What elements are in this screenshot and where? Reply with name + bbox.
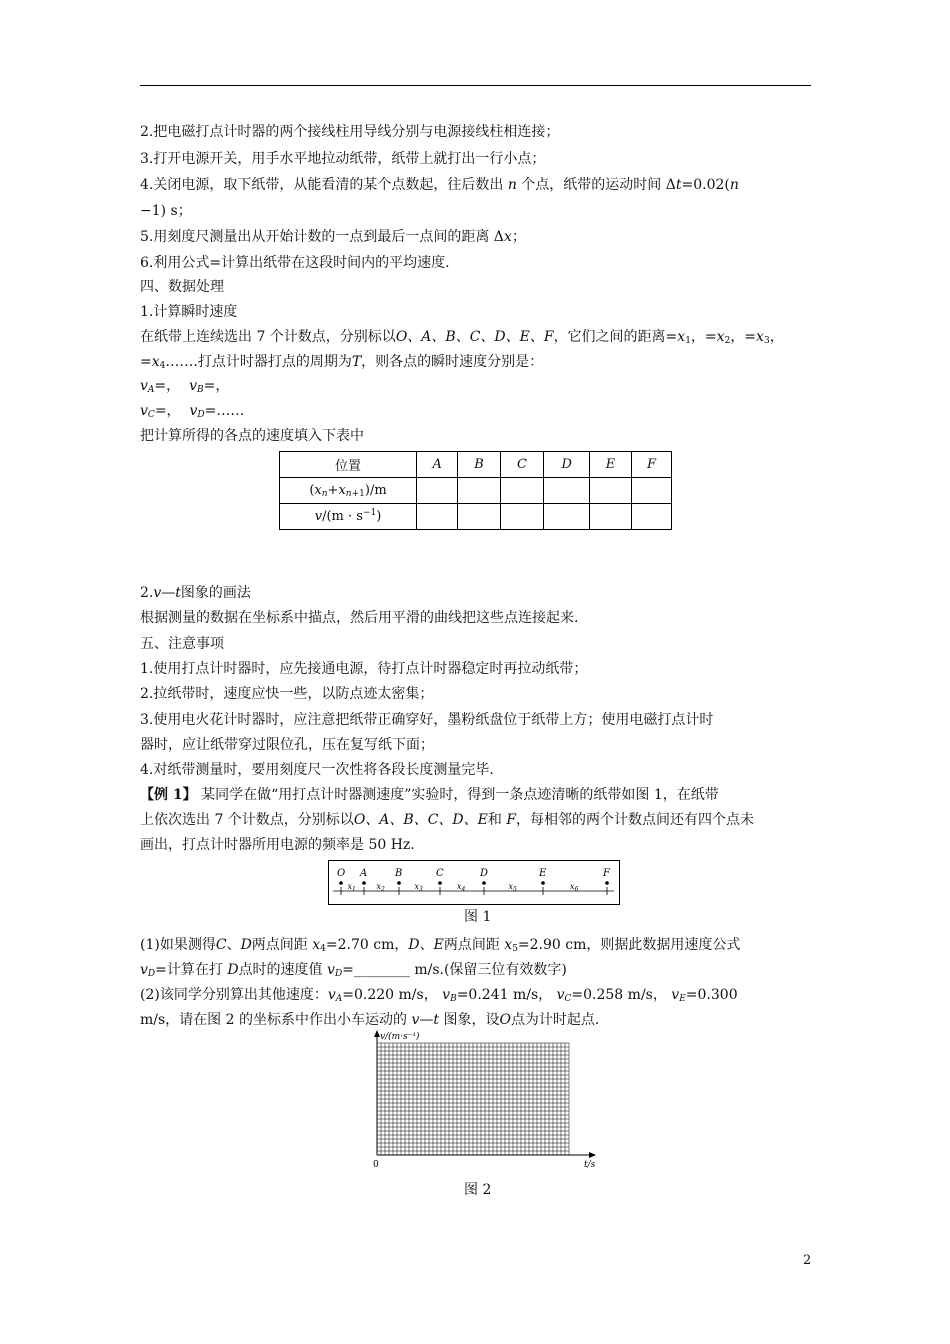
- table-row-distance: $(x_n+x_{n+1})/m$: [280, 478, 417, 504]
- tape-segment-x6: $x_6$: [570, 882, 579, 893]
- step-3: 3.打开电源开关，用手水平地拉动纸带，纸带上就打出一行小点；: [140, 151, 546, 167]
- tape-dot-D: [482, 881, 486, 885]
- tape-segment-x1: $x_1$: [347, 882, 356, 893]
- section-4-para1: 在纸带上连续选出 7 个计数点，分别标以O、A、B、C、D、E、F，它们之间的距离$=x_1$，$=x_2$，$=x_3$，: [140, 329, 784, 346]
- step-4: 4.关闭电源，取下纸带，从能看清的某个点数起，往后数出 n 个点，纸带的运动时间 Δt=0.02(n: [140, 177, 739, 193]
- tape-segment-x3: $x_3$: [414, 882, 423, 893]
- figure-2-vt-grid: [366, 1030, 606, 1170]
- origin-label: 0: [373, 1160, 379, 1170]
- tape-dot-C: [438, 881, 442, 885]
- note-1: 1.使用打点计时器时，应先接通电源，待打点计时器稳定时再拉动纸带；: [140, 661, 588, 677]
- tape-dot-E: [541, 881, 545, 885]
- step-5: 5.用刻度尺测量出从开始计数的一点到最后一点间的距离 Δx；: [140, 229, 526, 245]
- note-2: 2.拉纸带时，速度应快一些，以防点迹太密集；: [140, 686, 434, 702]
- step-4-cont: −1) s；: [140, 203, 192, 219]
- tape-label-D: D: [480, 868, 489, 879]
- tape-segment-x5: $x_5$: [508, 882, 517, 893]
- section-4-plot-method: 根据测量的数据在坐标系中描点，然后用平滑的曲线把这些点连接起来.: [140, 610, 579, 626]
- table-col-F: F: [631, 452, 671, 478]
- y-axis-label: v/(m·s⁻¹): [380, 1032, 420, 1042]
- figure-1-tape: [328, 860, 620, 905]
- section-4-sub1: 1.计算瞬时速度: [140, 304, 238, 320]
- tape-label-E: E: [539, 868, 547, 879]
- page-number: 2: [803, 1253, 812, 1268]
- example-line-1: 【例 1】 某同学在做“用打点计时器测速度”实验时，得到一条点迹清晰的纸带如图 1，在纸带: [140, 787, 719, 803]
- example-tag: 【例 1】: [140, 787, 197, 803]
- x-axis-arrow: [589, 1152, 596, 1158]
- figure-1-caption: 图 1: [464, 909, 492, 925]
- tape-diagram: [329, 861, 618, 903]
- tape-label-F: F: [603, 868, 610, 879]
- question-2-cont: m/s，请在图 2 的坐标系中作出小车运动的 v—t 图象，设O点为计时起点.: [140, 1012, 600, 1028]
- x-axis-label: t/s: [584, 1160, 596, 1170]
- velocity-formulas-2: $v_C=$， $v_D=\dots\dots$: [140, 403, 245, 420]
- table-col-D: D: [544, 452, 590, 478]
- table-header-position: 位置: [280, 452, 417, 478]
- question-2: (2)该同学分别算出其他速度：$v_A=0.220$ m/s， $v_B=0.241$ m/s， $v_C=0.258$ m/s， $v_E=0.300$: [140, 987, 738, 1004]
- tape-dot-A: [362, 881, 366, 885]
- note-3: 3.使用电火花计时器时，应注意把纸带正确穿好，墨粉纸盘位于纸带上方；使用电磁打点计时: [140, 712, 714, 728]
- section-4-title: 四、数据处理: [140, 279, 224, 295]
- section-5-title: 五、注意事项: [140, 636, 224, 652]
- question-1: (1)如果测得C、D两点间距 $x_4=2.70$ cm，D、E两点间距 $x_5=2.90$ cm，则据此数据用速度公式: [140, 937, 741, 954]
- velocity-formulas-1: $v_A=$， $v_B=$，: [140, 378, 230, 395]
- tape-segment-x2: $x_2$: [376, 882, 385, 893]
- header-rule: [140, 85, 811, 86]
- figure-2-caption: 图 2: [464, 1182, 492, 1198]
- velocity-table: [279, 451, 672, 530]
- tape-label-C: C: [436, 868, 444, 879]
- table-col-C: C: [500, 452, 544, 478]
- table-col-B: B: [458, 452, 500, 478]
- tape-label-B: B: [395, 868, 403, 879]
- tape-label-O: O: [337, 868, 346, 879]
- table-col-A: A: [417, 452, 458, 478]
- tape-label-A: A: [360, 868, 368, 879]
- note-3-cont: 器时，应让纸带穿过限位孔，压在复写纸下面；: [140, 737, 434, 753]
- table-intro: 把计算所得的各点的速度填入下表中: [140, 428, 364, 444]
- tape-dot-F: [605, 881, 609, 885]
- section-4-sub2: 2.v—t图象的画法: [140, 585, 251, 601]
- step-2: 2.把电磁打点计时器的两个接线柱用导线分别与电源接线柱相连接；: [140, 124, 560, 140]
- table-col-E: E: [590, 452, 632, 478]
- question-1-cont: $v_D=$计算在打 D点时的速度值 $v_D=\_\_\_\_\_\_\_\_$ m/s.(保留三位有效数字): [140, 962, 567, 979]
- step-6: 6.利用公式=计算出纸带在这段时间内的平均速度.: [140, 255, 450, 271]
- example-line-3: 画出，打点计时器所用电源的频率是 50 Hz.: [140, 837, 415, 853]
- example-line-2: 上依次选出 7 个计数点，分别标以O、A、B、C、D、E和 F，每相邻的两个计数点间还有四个点未: [140, 812, 755, 828]
- tape-segment-x4: $x_4$: [457, 882, 466, 893]
- note-4: 4.对纸带测量时，要用刻度尺一次性将各段长度测量完毕.: [140, 762, 494, 778]
- tape-dot-B: [397, 881, 401, 885]
- table-row-velocity: $v/(m \cdot s^{-1})$: [280, 504, 417, 530]
- section-4-para1-cont: $=x_4\dots\dots$.打点计时器打点的周期为T，则各点的瞬时速度分别是：: [140, 354, 544, 371]
- tape-dot-O: [339, 881, 343, 885]
